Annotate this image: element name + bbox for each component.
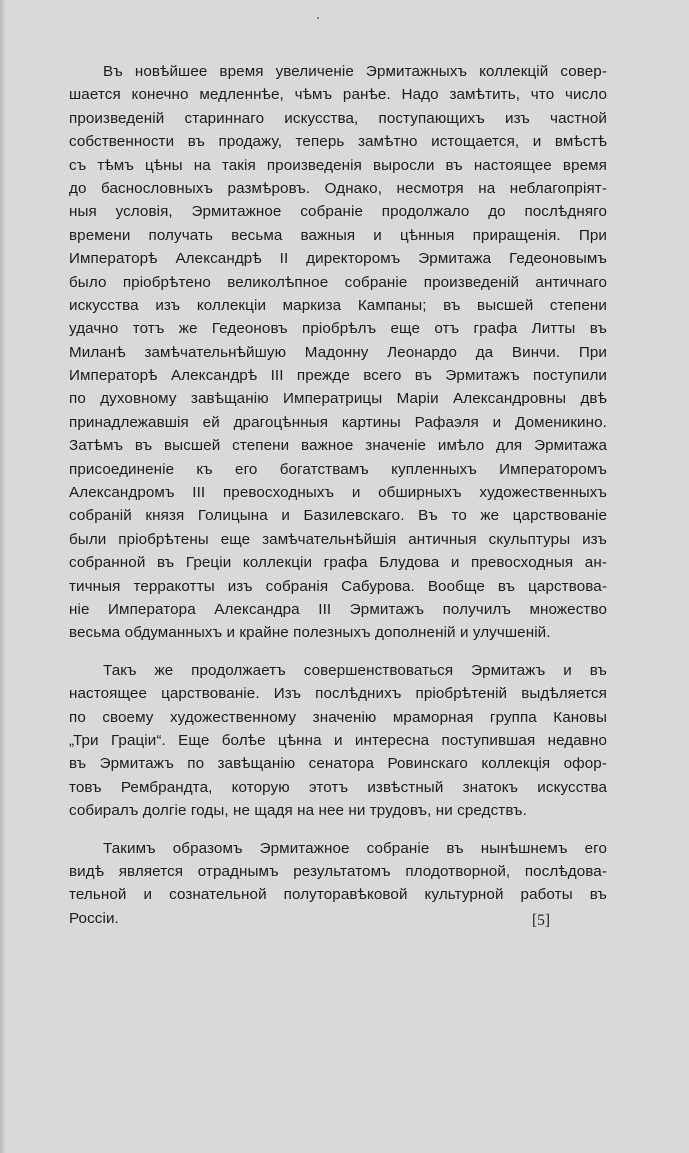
text-line: были пріобрѣтены еще замѣчательнѣйшія античныя скульптуры изъ bbox=[69, 530, 607, 548]
text-line: Миланѣ замѣчательнѣйшую Мадонну Леонардо да Винчи. При bbox=[69, 343, 607, 361]
page-edge-shadow bbox=[0, 0, 6, 1153]
text-line: тельной и сознательной полуторавѣковой культурной работы въ bbox=[69, 886, 607, 904]
text-line: Въ новѣйшее время увеличеніе Эрмитажныхъ коллекцій совер- bbox=[103, 63, 607, 80]
text-line: Такъ же продолжаетъ совершенствоваться Эрмитажъ и въ bbox=[103, 661, 607, 679]
text-line: собственности въ продажу, теперь замѣтно истощается, и вмѣстѣ bbox=[69, 133, 607, 151]
text-line: товъ Рембрандта, которую этотъ извѣстный знатокъ искусства bbox=[69, 778, 607, 796]
print-speck bbox=[317, 17, 319, 19]
paragraph-gap bbox=[69, 645, 607, 659]
paragraph-2 bbox=[69, 659, 607, 823]
text-line: Такимъ образомъ Эрмитажное собраніе въ нынѣшнемъ его bbox=[103, 839, 607, 857]
text-line: искусства изъ коллекціи маркиза Кампаны; въ высшей степени bbox=[69, 296, 607, 314]
text-line: было пріобрѣтено великолѣпное собраніе произведеній античнаго bbox=[69, 273, 607, 291]
text-line: Затѣмъ въ высшей степени важное значеніе имѣло для Эрмитажа bbox=[69, 437, 607, 455]
paragraph-1 bbox=[69, 60, 607, 645]
text-line: удачно тотъ же Гедеоновъ пріобрѣлъ еще отъ графа Литты въ bbox=[69, 320, 607, 338]
text-line: по своему художественному значенію мраморная группа Кановы bbox=[69, 708, 607, 726]
text-line: „Три Граціи“. Еще болѣе цѣнна и интересна поступившая недавно bbox=[69, 731, 607, 749]
text-line: по духовному завѣщанію Императрицы Маріи Александровны двѣ bbox=[69, 390, 607, 408]
paragraph-gap bbox=[69, 823, 607, 837]
text-line: весьма обдуманныхъ и крайне полезныхъ дополненій и улучшеній. bbox=[69, 624, 551, 642]
paragraph-3 bbox=[69, 837, 607, 931]
text-line: ніе Императора Александра III Эрмитажъ получилъ множество bbox=[69, 600, 607, 618]
text-line: съ тѣмъ цѣны на такія произведенія выросли въ настоящее время bbox=[69, 156, 607, 174]
text-line: собраній князя Голицына и Базилевскаго. Въ то же царствованіе bbox=[69, 507, 607, 525]
text-line: времени получать весьма важныя и цѣнныя приращенія. При bbox=[69, 226, 607, 244]
text-line: собиралъ долгіе годы, не щадя на нее ни трудовъ, ни средствъ. bbox=[69, 802, 527, 820]
text-line: принадлежавшія ей драгоцѣнныя картины Рафаэля и Доменикино. bbox=[69, 413, 607, 431]
text-line: шается конечно медленнѣе, чѣмъ ранѣе. Надо замѣтить, что число bbox=[69, 86, 607, 104]
text-line: Россіи. bbox=[69, 909, 119, 927]
text-line: Императорѣ Александрѣ II директоромъ Эрмитажа Гедеоновымъ bbox=[69, 250, 607, 268]
text-line: до баснословныхъ размѣровъ. Однако, несмотря на неблагопріят- bbox=[69, 179, 607, 197]
text-line: видѣ является отраднымъ результатомъ плодотворной, послѣдова- bbox=[69, 862, 607, 880]
text-line: настоящее царствованіе. Изъ послѣднихъ пріобрѣтеній выдѣляется bbox=[69, 685, 607, 703]
text-line: Александромъ III превосходныхъ и обширныхъ художественныхъ bbox=[69, 484, 607, 502]
text-line: произведеній стариннаго искусства, поступающихъ изъ частной bbox=[69, 109, 607, 127]
page-number: [5] bbox=[532, 912, 551, 929]
text-line: собранной въ Греціи коллекціи графа Блудова и превосходныя ан- bbox=[69, 554, 607, 572]
body-text bbox=[69, 60, 607, 930]
text-line: въ Эрмитажъ по завѣщанію сенатора Ровинскаго коллекція офор- bbox=[69, 755, 607, 773]
text-line: Императорѣ Александрѣ III прежде всего въ Эрмитажъ поступили bbox=[69, 367, 607, 385]
text-line: тичныя терракотты изъ собранія Сабурова. Вообще въ царствова- bbox=[69, 577, 607, 595]
text-line: ныя условія, Эрмитажное собраніе продолжало до послѣдняго bbox=[69, 203, 607, 221]
text-line: присоединеніе къ его богатствамъ купленныхъ Императоромъ bbox=[69, 460, 607, 478]
